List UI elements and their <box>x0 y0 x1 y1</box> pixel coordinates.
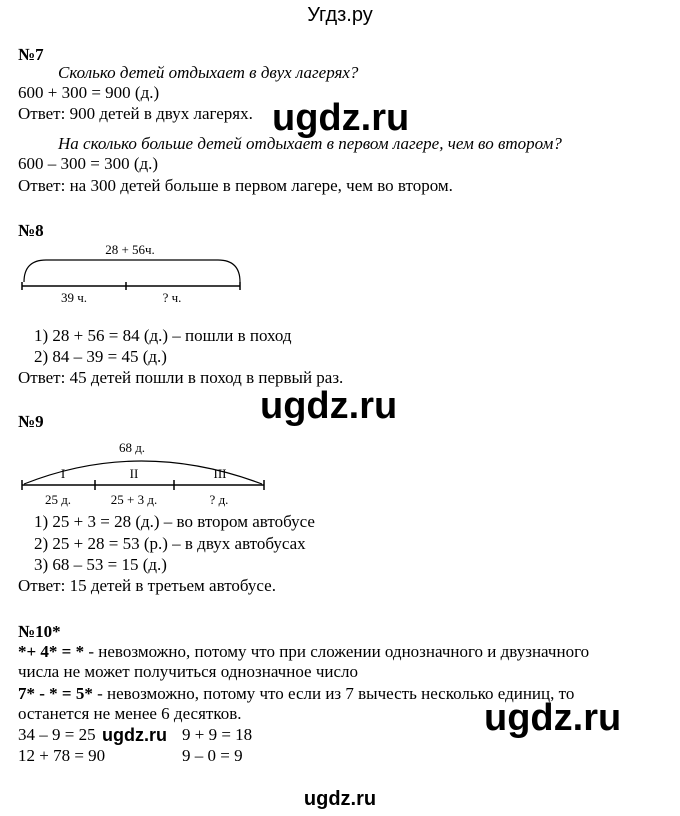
task10-line1 <box>18 642 589 662</box>
task7-answer1: Ответ: 900 детей в двух лагерях. <box>18 104 253 123</box>
task10-number: №10* <box>18 622 61 641</box>
task7-calc1: 600 + 300 = 900 (д.) <box>18 83 160 102</box>
task9-seg3-label: ? д. <box>209 492 229 507</box>
task9-step3: 3) 68 – 53 = 15 (д.) <box>34 555 167 574</box>
task9-top-label: 68 д. <box>118 440 146 455</box>
task8-segment-diagram <box>0 238 260 308</box>
task10-line3-expression: 7* - * = 5* <box>18 684 93 703</box>
task7-calc2: 600 – 300 = 300 (д.) <box>18 154 159 173</box>
task10-line4: останется не менее 6 десятков. <box>18 704 242 723</box>
task10-eq3: 12 + 78 = 90 <box>18 746 106 765</box>
task9-segment-diagram <box>0 432 290 516</box>
task8-step2: 2) 84 – 39 = 45 (д.) <box>34 347 167 366</box>
footer-watermark: ugdz.ru <box>303 788 377 810</box>
task9-seg2-label: 25 + 3 д. <box>110 492 158 507</box>
task8-number: №8 <box>18 221 44 240</box>
task8-seg2-label: ? ч. <box>162 290 182 305</box>
task9-roman2: II <box>129 466 139 481</box>
task8-answer: Ответ: 45 детей пошли в поход в первый раз. <box>18 368 344 387</box>
task9-roman3: III <box>213 466 227 481</box>
task9-answer: Ответ: 15 детей в третьем автобусе. <box>18 576 276 595</box>
task9-seg1-label: 25 д. <box>44 492 72 507</box>
task7-question2: На сколько больше детей отдыхает в первом лагере, чем во втором? <box>58 134 562 153</box>
task8-seg1-label: 39 ч. <box>60 290 88 305</box>
watermark-1: ugdz.ru <box>272 97 410 139</box>
site-title: Угдз.ру <box>307 4 373 26</box>
watermark-4: ugdz.ru <box>102 725 167 745</box>
task9-roman1: I <box>60 466 66 481</box>
task10-eq4: 9 – 0 = 9 <box>182 746 243 765</box>
task7-question1: Сколько детей отдыхает в двух лагерях? <box>58 63 359 82</box>
task10-line1-text: - невозможно, потому что при сложении однозначного и двузначного <box>84 642 590 661</box>
task8-top-label: 28 + 56ч. <box>105 242 155 257</box>
task7-answer2: Ответ: на 300 детей больше в первом лагере, чем во втором. <box>18 176 453 195</box>
task8-brace <box>24 260 240 282</box>
task9-step2: 2) 25 + 28 = 53 (р.) – в двух автобусах <box>34 534 306 553</box>
task10-eq2: 9 + 9 = 18 <box>182 725 253 744</box>
task10-line1-expression: *+ 4* = * <box>18 642 85 661</box>
task9-number: №9 <box>18 412 44 431</box>
watermark-2: ugdz.ru <box>260 385 398 427</box>
task10-line3-text: - невозможно, потому что если из 7 вычесть несколько единиц, то <box>92 684 575 703</box>
task10-line2: числа не может получиться однозначное число <box>18 662 359 681</box>
task9-step1: 1) 25 + 3 = 28 (д.) – во втором автобусе <box>34 512 315 531</box>
watermark-3: ugdz.ru <box>484 697 622 739</box>
task10-eq1: 34 – 9 = 25 <box>18 725 96 744</box>
task8-step1: 1) 28 + 56 = 84 (д.) – пошли в поход <box>34 326 292 345</box>
task7-number: №7 <box>18 45 44 64</box>
